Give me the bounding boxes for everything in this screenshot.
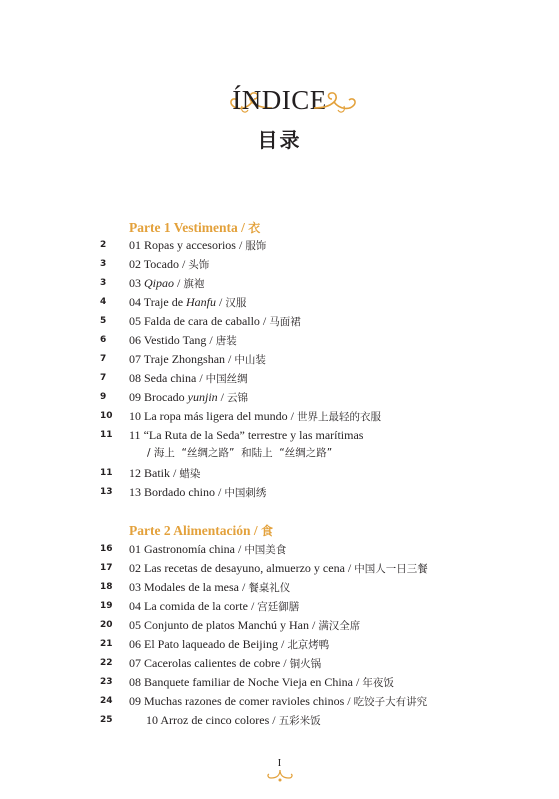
entry-title-italic: Qipao [144, 276, 174, 290]
entry-number: 05 [129, 314, 141, 328]
entry-title: Gastronomía china / [144, 542, 245, 556]
entry-title: / [174, 276, 184, 290]
entry-title-zh: 满汉全席 [318, 620, 361, 632]
entry-title-zh: 吃饺子大有讲究 [353, 696, 428, 708]
entry-number: 07 [129, 352, 141, 366]
entry-title-zh: 服饰 [245, 240, 267, 252]
page-number: 22 [100, 658, 113, 668]
entry-number: 08 [129, 371, 141, 385]
folio-page-number: I [277, 757, 282, 769]
entry-continuation-zh: / 海上 “丝绸之路” 和陆上 “丝绸之路” [147, 447, 333, 459]
section-title: Parte 1 Vestimenta / [129, 220, 249, 235]
page-number: 16 [100, 544, 113, 554]
page-number: 13 [100, 487, 113, 497]
entry-number: 13 [129, 485, 141, 499]
entry-title-zh: 餐桌礼仪 [248, 582, 291, 594]
entry-title: Bordado chino / [144, 485, 225, 499]
entry-number: 02 [129, 257, 141, 271]
entry-title: Traje Zhongshan / [143, 352, 235, 366]
entry-title-zh: 中国美食 [244, 544, 287, 556]
page-number: 5 [100, 316, 107, 326]
entry-title-zh: 唐装 [215, 335, 237, 347]
entry-title: Banquete familiar de Noche Vieja en China / [144, 675, 363, 689]
entry-number: 01 [129, 542, 141, 556]
section-title-zh: 衣 [248, 221, 261, 235]
entry-number: 06 [129, 333, 141, 347]
page-number: 20 [100, 620, 113, 630]
entry-title-italic: yunjin [187, 390, 218, 404]
section-heading-part-2 [129, 522, 273, 539]
entry-title: Arroz de cinco colores / [160, 713, 279, 727]
entry-title: Falda de cara de caballo / [144, 314, 270, 328]
entry-title-zh: 年夜饭 [362, 677, 394, 689]
entry-number: 09 [129, 390, 141, 404]
page-number: 6 [100, 335, 107, 345]
entry-number: 10 [146, 713, 158, 727]
entry-title: Muchas razones de comer ravioles chinos / [144, 694, 354, 708]
page-number: 3 [100, 278, 107, 288]
entry-title: Batik / [144, 466, 180, 480]
entry-number: 02 [129, 561, 141, 575]
entry-title: Traje de [143, 295, 187, 309]
entry-title-zh: 宫廷御膳 [257, 601, 300, 613]
entry-number: 11 [129, 428, 141, 442]
entry-number: 04 [129, 599, 141, 613]
page-number: 7 [100, 354, 107, 364]
entry-title-italic: Hanfu [186, 295, 217, 309]
entry-title: Ropas y accesorios / [144, 238, 246, 252]
entry-title-zh: 汉服 [225, 297, 247, 309]
page-number: 2 [100, 240, 107, 250]
entry-title: El Pato laqueado de Beijing / [144, 637, 288, 651]
entry-title-zh: 中国丝绸 [205, 373, 248, 385]
page-number: 7 [100, 373, 107, 383]
entry-title: Brocado [144, 390, 188, 404]
entry-title-zh: 中国刺绣 [224, 487, 267, 499]
page-number: 11 [100, 430, 113, 440]
page-number: 10 [100, 411, 113, 421]
entry-title-zh: 云锦 [227, 392, 248, 404]
page-number: 19 [100, 601, 113, 611]
scroll-flourish-icon [312, 86, 358, 116]
entry-title-zh: 蜡染 [179, 468, 201, 480]
page-number: 17 [100, 563, 113, 573]
page-flourish-icon [265, 769, 295, 783]
entry-number: 09 [129, 694, 141, 708]
entry-title-rest: / [216, 295, 226, 309]
entry-title: “La Ruta de la Seda” terrestre y las marítimas [143, 428, 364, 442]
entry-number: 03 [129, 276, 141, 290]
index-subtitle: 目录 [257, 128, 302, 152]
entry-number: 03 [129, 580, 141, 594]
entry-title: Vestido Tang / [143, 333, 216, 347]
entry-number: 01 [129, 238, 141, 252]
page-number: 23 [100, 677, 113, 687]
entry-title-zh: 中山装 [234, 354, 266, 366]
entry-title: Las recetas de desayuno, almuerzo y cena / [144, 561, 355, 575]
entry-title: Cacerolas calientes de cobre / [144, 656, 290, 670]
entry-title: La comida de la corte / [144, 599, 258, 613]
page-number: 25 [100, 715, 113, 725]
page-number: 3 [100, 259, 107, 269]
entry-title-zh: 马面裙 [269, 316, 301, 328]
page-number: 9 [100, 392, 107, 402]
section-heading-part-1 [129, 219, 260, 236]
index-header [0, 80, 559, 153]
entry-title-zh: 世界上最轻的衣服 [296, 411, 381, 423]
entry-title-zh: 北京烤鸭 [287, 639, 330, 651]
entry-number: 07 [129, 656, 141, 670]
page-footer [0, 757, 559, 783]
index-title: ÍNDICE [232, 85, 327, 115]
entry-title-zh: 头饰 [188, 259, 210, 271]
entry-title: Tocado / [143, 257, 189, 271]
entry-title: Seda china / [144, 371, 206, 385]
page-number: 4 [100, 297, 107, 307]
entry-title-zh: 铜火锅 [289, 658, 322, 670]
entry-number: 08 [129, 675, 141, 689]
section-title-zh: 食 [260, 524, 273, 538]
entry-number: 12 [129, 466, 141, 480]
page-number: 24 [100, 696, 113, 706]
section-title: Parte 2 Alimentación / [129, 523, 261, 538]
entry-title-rest: / [217, 390, 227, 404]
entry-number: 06 [129, 637, 141, 651]
entry-number: 04 [129, 295, 141, 309]
page-number: 21 [100, 639, 113, 649]
entry-title: La ropa más ligera del mundo / [144, 409, 297, 423]
entry-number: 10 [129, 409, 141, 423]
entry-title-zh: 旗袍 [183, 278, 205, 290]
page-number: 18 [100, 582, 113, 592]
entry-title: Conjunto de platos Manchú y Han / [144, 618, 319, 632]
entry-number: 05 [129, 618, 141, 632]
page-number: 11 [100, 468, 113, 478]
entry-title: Modales de la mesa / [144, 580, 249, 594]
entry-title-zh: 五彩米饭 [278, 715, 321, 727]
entry-title-zh: 中国人一日三餐 [354, 563, 428, 575]
